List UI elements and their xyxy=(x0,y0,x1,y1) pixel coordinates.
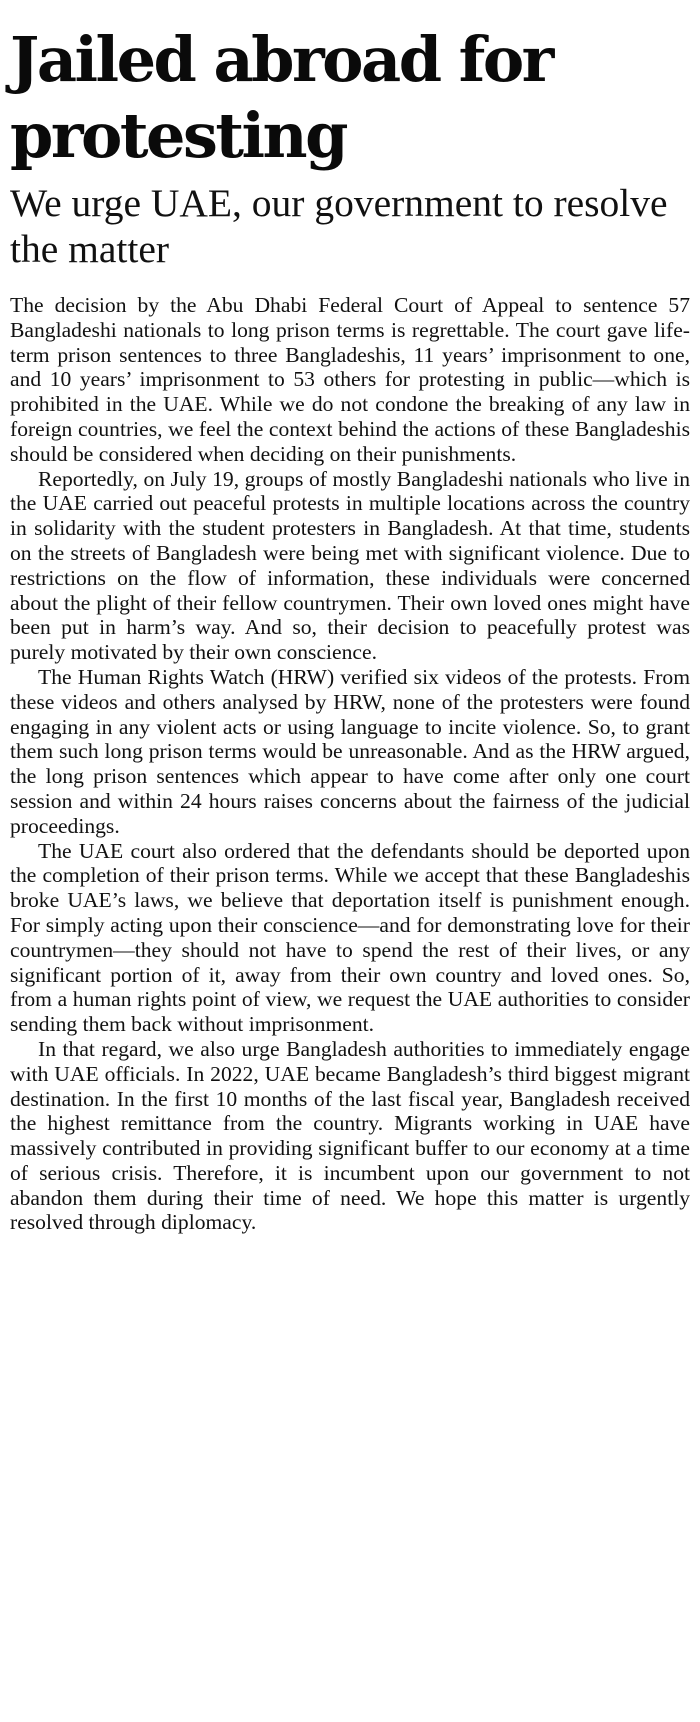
paragraph-1: The decision by the Abu Dhabi Federal Court of Appeal to sentence 57 Bangladeshi nationals to long prison terms is regrettable. The court gave life-term prison sentences to three Bangladeshis, 11 years’ imprisonment to one, and 10 years’ imprisonment to 53 others for protesting in public—which is prohibited in the UAE. While we do not condone the breaking of any law in foreign countries, we feel the context behind the actions of these Bangladeshis should be considered when deciding on their punishments. xyxy=(10,293,690,466)
article-body xyxy=(10,293,690,1235)
paragraph-4: The UAE court also ordered that the defendants should be deported upon the completion of their prison terms. While we accept that these Bangladeshis broke UAE’s laws, we believe that deportation itself is punishment enough. For simply acting upon their conscience—and for demonstrating love for their countrymen—they should not have to spend the rest of their lives, or any significant portion of it, away from their own country and loved ones. So, from a human rights point of view, we request the UAE authorities to consider sending them back without imprisonment. xyxy=(10,838,690,1037)
subheadline: We urge UAE, our government to resolve the matter xyxy=(10,181,668,271)
paragraph-5: In that regard, we also urge Bangladesh authorities to immediately engage with UAE officials. In 2022, UAE became Bangladesh’s third biggest migrant destination. In the first 10 months of the last fiscal year, Bangladesh received the highest remittance from the country. Migrants working in UAE have massively contributed in providing significant buffer to our economy at a time of serious crisis. Therefore, it is incumbent upon our government to not abandon them during their time of need. We hope this matter is urgently resolved through diplomacy. xyxy=(10,1036,690,1235)
paragraph-2: Reportedly, on July 19, groups of mostly Bangladeshi nationals who live in the UAE carried out peaceful protests in multiple locations across the country in solidarity with the student protesters in Bangladesh. At that time, students on the streets of Bangladesh were being met with significant violence. Due to restrictions on the flow of information, these individuals were concerned about the plight of their fellow countrymen. Their own loved ones might have been put in harm’s way. And so, their decision to peacefully protest was purely motivated by their own conscience. xyxy=(10,466,690,665)
headline: Jailed abroad for protesting xyxy=(10,23,552,172)
paragraph-3: The Human Rights Watch (HRW) verified six videos of the protests. From these videos and others analysed by HRW, none of the protesters were found engaging in any violent acts or using language to incite violence. So, to grant them such long prison terms would be unreasonable. And as the HRW argued, the long prison sentences which appear to have come after only one court session and within 24 hours raises concerns about the fairness of the judicial proceedings. xyxy=(10,664,690,838)
